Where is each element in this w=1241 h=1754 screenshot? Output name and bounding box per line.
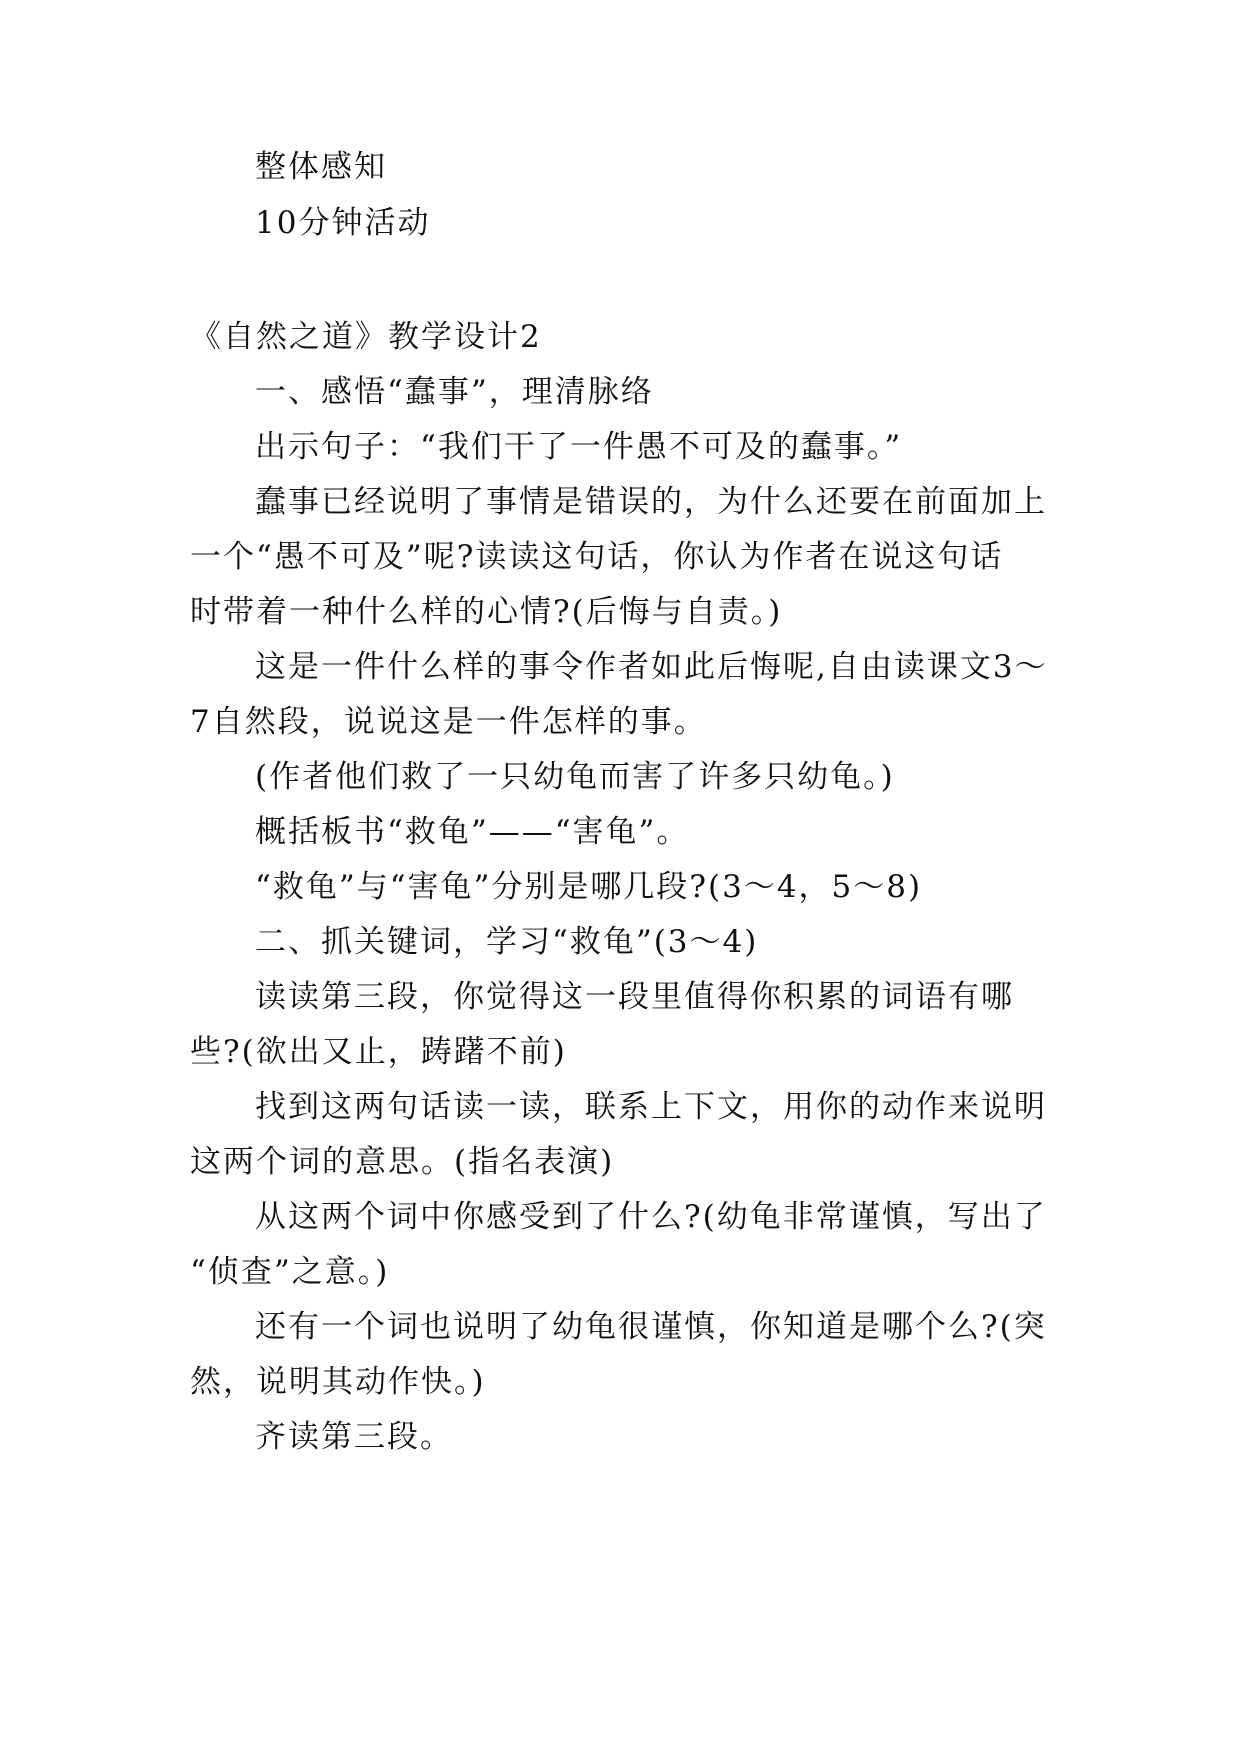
paragraph-line: 一、感悟“蠢事”，理清脉络 (255, 374, 654, 410)
paragraph-line: 这是一件什么样的事令作者如此后悔呢,自由读课文3～ (255, 649, 1048, 685)
paragraph-line: 概括板书“救龟”——“害龟”。 (255, 814, 690, 850)
paragraph-line: 然，说明其动作快。) (190, 1364, 486, 1400)
paragraph-line: 出示句子：“我们干了一件愚不可及的蠢事。” (255, 429, 903, 465)
paragraph-line: 这两个词的意思。(指名表演) (190, 1144, 615, 1180)
paragraph-line: (作者他们救了一只幼龟而害了许多只幼龟。) (255, 759, 895, 795)
paragraph-line: 7自然段，说说这是一件怎样的事。 (190, 704, 707, 740)
paragraph-line: 时带着一种什么样的心情?(后悔与自责。) (190, 594, 783, 630)
paragraph-line: 还有一个词也说明了幼龟很谨慎，你知道是哪个么?(突 (255, 1309, 1047, 1345)
document-title: 《自然之道》教学设计2 (190, 319, 542, 355)
paragraph-line: 些?(欲出又止，踌躇不前) (190, 1034, 567, 1070)
section-subheading: 10分钟活动 (255, 205, 431, 241)
paragraph-line: 一个“愚不可及”呢?读读这句话，你认为作者在说这句话 (190, 539, 1004, 575)
paragraph-line: 从这两个词中你感受到了什么?(幼龟非常谨慎，写出了 (255, 1199, 1047, 1235)
section-heading: 整体感知 (255, 149, 387, 185)
paragraph-line: 蠢事已经说明了事情是错误的，为什么还要在前面加上 (255, 484, 1047, 520)
paragraph-line: 齐读第三段。 (255, 1419, 453, 1455)
paragraph-line: “救龟”与“害龟”分别是哪几段?(3～4，5～8) (255, 869, 923, 905)
paragraph-line: 二、抓关键词，学习“救龟”(3～4) (255, 924, 759, 960)
paragraph-line: 找到这两句话读一读，联系上下文，用你的动作来说明 (255, 1089, 1047, 1125)
paragraph-line: “侦查”之意。) (190, 1254, 390, 1290)
paragraph-line: 读读第三段，你觉得这一段里值得你积累的词语有哪 (255, 979, 1014, 1015)
